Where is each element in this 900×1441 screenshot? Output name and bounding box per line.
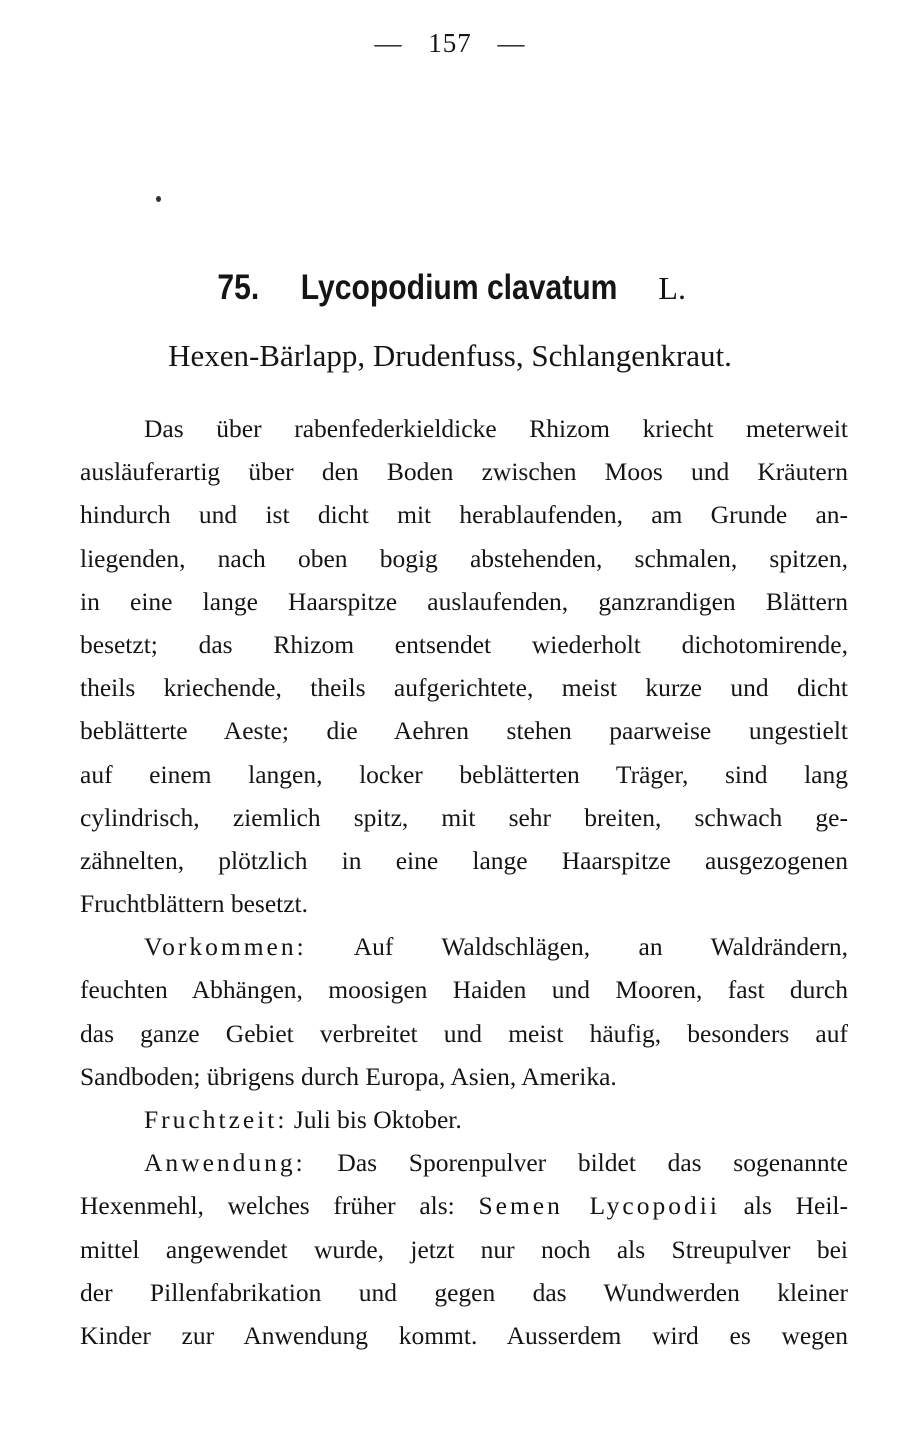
text-line: beblätterte Aeste; die Aehren stehen paarweise ungestielt bbox=[80, 716, 848, 746]
text-line: Das über rabenfederkieldicke Rhizom kriecht meterweit bbox=[144, 414, 848, 443]
section-label-fruchtzeit: Fruchtzeit: bbox=[144, 1105, 288, 1134]
text-line: feuchten Abhängen, moosigen Haiden und Mooren, fast durch bbox=[80, 975, 848, 1005]
text-fragment: Das Sporenpulver bildet das sogenannte bbox=[337, 1148, 848, 1178]
text-line bbox=[80, 925, 848, 968]
text-line: Kinder zur Anwendung kommt. Ausserdem wird es wegen bbox=[80, 1320, 848, 1350]
text-line: auf einem langen, locker beblätterten Träger, sind lang bbox=[80, 759, 848, 789]
text-fragment: als Heil- bbox=[743, 1191, 848, 1221]
section-label-vorkommen: Vorkommen: bbox=[144, 932, 307, 962]
species-heading bbox=[0, 266, 900, 310]
text-line: mittel angewendet wurde, jetzt nur noch als Streupulver bei bbox=[80, 1234, 848, 1264]
text-line: liegenden, nach oben bogig abstehenden, schmalen, spitzen, bbox=[80, 543, 848, 573]
section-label-anwendung: Anwendung: bbox=[144, 1148, 306, 1178]
text-line: hindurch und ist dicht mit herablaufenden, am Grunde an- bbox=[80, 500, 848, 530]
species-name: Lycopodium clavatum bbox=[301, 268, 618, 307]
text-line: das ganze Gebiet verbreitet und meist häufig, besonders auf bbox=[80, 1018, 848, 1048]
text-line: zähnelten, plötzlich in eine lange Haarspitze ausgezogenen bbox=[80, 845, 848, 875]
text-line: in eine lange Haarspitze auslaufenden, ganzrandigen Blättern bbox=[80, 586, 848, 616]
text-line bbox=[80, 1098, 848, 1141]
text-line: besetzt; das Rhizom entsendet wiederholt dichotomirende, bbox=[80, 629, 848, 659]
drug-name: Semen Lycopodii bbox=[478, 1191, 720, 1221]
text-line: cylindrisch, ziemlich spitz, mit sehr breiten, schwach ge- bbox=[80, 802, 848, 832]
common-names: Hexen-Bärlapp, Drudenfuss, Schlangenkraut. bbox=[168, 338, 732, 373]
body-text bbox=[80, 407, 848, 1357]
text-fragment: Juli bis Oktober. bbox=[293, 1105, 462, 1134]
page-number: — 157 — bbox=[374, 28, 526, 58]
species-author: L. bbox=[658, 270, 686, 306]
species-number: 75. bbox=[217, 268, 260, 307]
print-speck bbox=[156, 196, 161, 202]
text-fragment: Auf Waldschlägen, an Waldrändern, bbox=[353, 932, 848, 962]
text-fragment: Hexenmehl, welches früher als: bbox=[80, 1191, 455, 1221]
text-line: der Pillenfabrikation und gegen das Wundwerden kleiner bbox=[80, 1277, 848, 1307]
text-line: Fruchtblättern besetzt. bbox=[80, 889, 309, 919]
text-line bbox=[80, 1141, 848, 1184]
text-line bbox=[80, 1184, 848, 1227]
text-line: ausläuferartig über den Boden zwischen Moos und Kräutern bbox=[80, 457, 848, 487]
text-line: Sandboden; übrigens durch Europa, Asien, Amerika. bbox=[80, 1061, 617, 1091]
text-line: theils kriechende, theils aufgerichtete, meist kurze und dicht bbox=[80, 673, 848, 703]
